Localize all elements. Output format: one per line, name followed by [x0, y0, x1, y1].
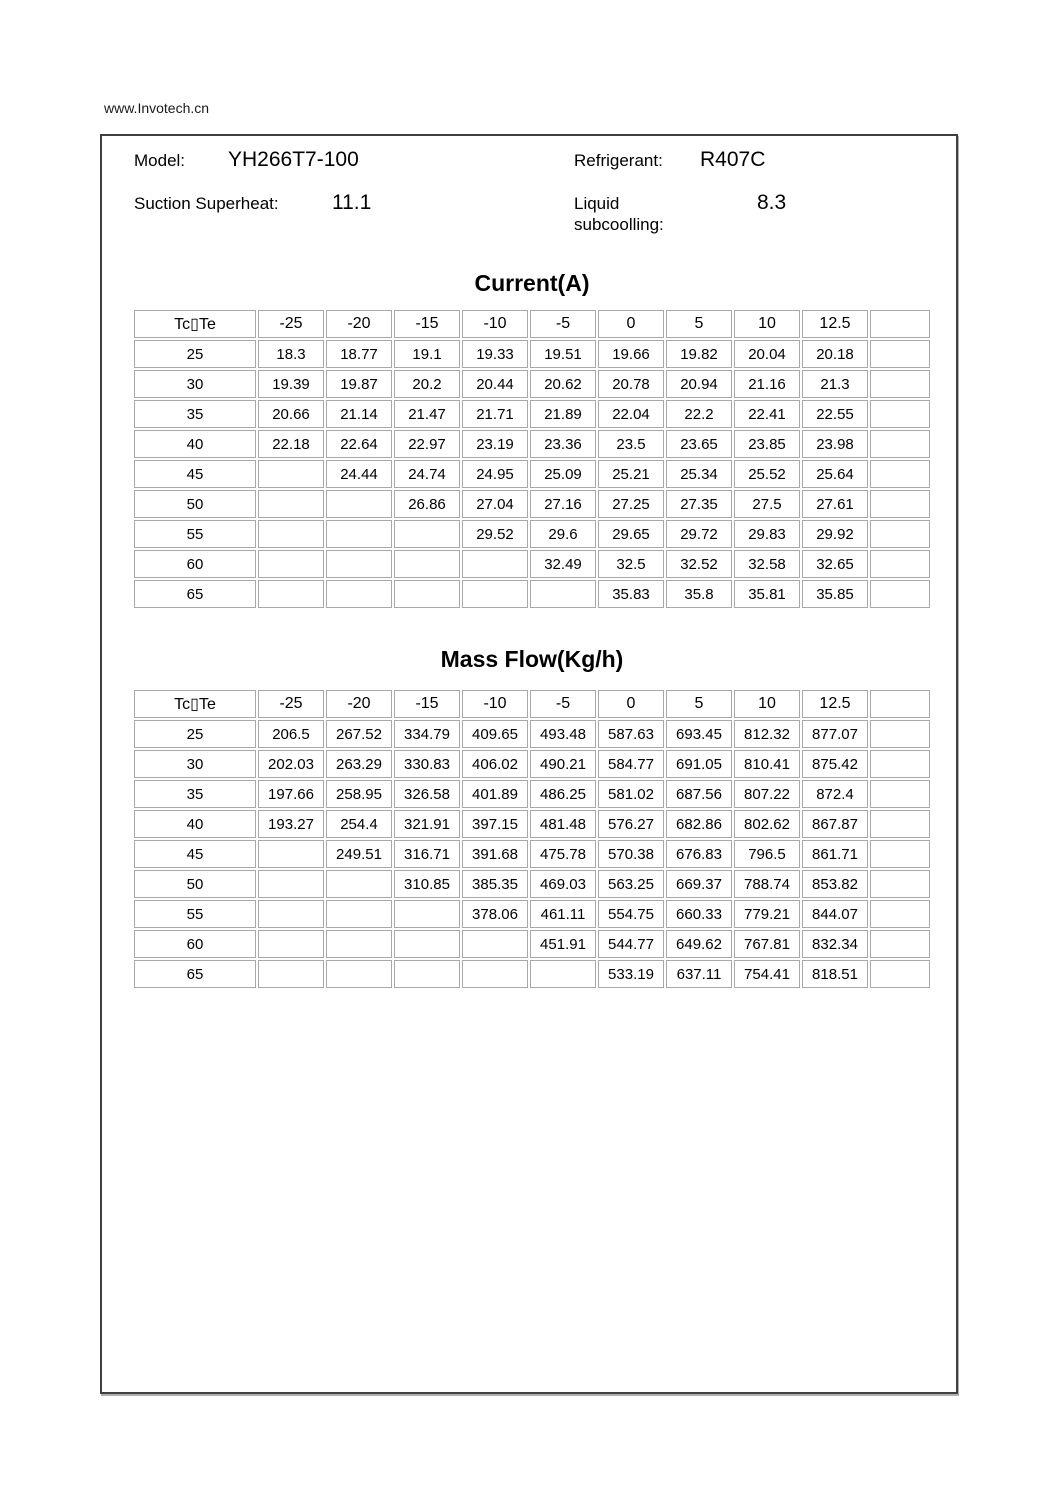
data-cell — [394, 960, 460, 988]
table-row — [134, 400, 930, 428]
empty-cell — [870, 490, 930, 518]
data-cell: 24.74 — [394, 460, 460, 488]
data-cell — [326, 490, 392, 518]
data-cell: 27.16 — [530, 490, 596, 518]
data-cell: 20.62 — [530, 370, 596, 398]
data-cell: 21.47 — [394, 400, 460, 428]
corner-header: Tc▯Te — [134, 310, 256, 338]
empty-cell — [870, 520, 930, 548]
data-cell — [394, 550, 460, 578]
data-cell — [258, 520, 324, 548]
data-cell: 587.63 — [598, 720, 664, 748]
data-cell — [394, 900, 460, 928]
row-header: 30 — [134, 370, 256, 398]
empty-header — [870, 690, 930, 718]
current-table-title: Current(A) — [474, 270, 590, 296]
data-cell: 19.87 — [326, 370, 392, 398]
row-header: 65 — [134, 580, 256, 608]
data-cell: 391.68 — [462, 840, 528, 868]
data-cell — [258, 490, 324, 518]
liquid-subcooling-value: 8.3 — [757, 191, 787, 214]
column-header: -5 — [530, 310, 596, 338]
row-header: 35 — [134, 780, 256, 808]
data-cell: 197.66 — [258, 780, 324, 808]
data-cell: 21.71 — [462, 400, 528, 428]
table-row — [134, 720, 930, 748]
data-cell: 18.3 — [258, 340, 324, 368]
data-cell: 25.09 — [530, 460, 596, 488]
model-label: Model: — [134, 151, 186, 170]
data-cell: 767.81 — [734, 930, 800, 958]
data-cell: 493.48 — [530, 720, 596, 748]
data-cell: 24.95 — [462, 460, 528, 488]
data-cell: 796.5 — [734, 840, 800, 868]
model-value: YH266T7-100 — [228, 148, 359, 171]
data-cell: 22.2 — [666, 400, 732, 428]
data-cell — [258, 870, 324, 898]
column-header: -15 — [394, 310, 460, 338]
column-header: -10 — [462, 690, 528, 718]
empty-cell — [870, 720, 930, 748]
table-row — [134, 900, 930, 928]
data-cell: 23.19 — [462, 430, 528, 458]
data-cell: 22.55 — [802, 400, 868, 428]
row-header: 30 — [134, 750, 256, 778]
data-cell — [462, 930, 528, 958]
data-cell: 385.35 — [462, 870, 528, 898]
empty-cell — [870, 430, 930, 458]
table-row — [134, 520, 930, 548]
data-cell: 23.5 — [598, 430, 664, 458]
table-row — [134, 370, 930, 398]
data-cell: 378.06 — [462, 900, 528, 928]
data-cell: 19.39 — [258, 370, 324, 398]
data-cell: 554.75 — [598, 900, 664, 928]
data-cell: 676.83 — [666, 840, 732, 868]
website-url: www.Invotech.cn — [104, 100, 210, 116]
page-frame — [100, 134, 958, 1394]
data-cell: 481.48 — [530, 810, 596, 838]
table-row — [134, 840, 930, 868]
data-cell: 27.04 — [462, 490, 528, 518]
data-cell — [326, 520, 392, 548]
corner-header: Tc▯Te — [134, 690, 256, 718]
column-header: 5 — [666, 310, 732, 338]
data-cell: 22.64 — [326, 430, 392, 458]
data-cell: 19.33 — [462, 340, 528, 368]
data-cell: 20.2 — [394, 370, 460, 398]
data-cell: 32.5 — [598, 550, 664, 578]
data-cell: 807.22 — [734, 780, 800, 808]
empty-cell — [870, 810, 930, 838]
data-cell: 19.82 — [666, 340, 732, 368]
empty-cell — [870, 340, 930, 368]
data-cell: 872.4 — [802, 780, 868, 808]
row-header: 25 — [134, 340, 256, 368]
row-header: 40 — [134, 430, 256, 458]
data-cell: 20.66 — [258, 400, 324, 428]
refrigerant-value: R407C — [700, 148, 766, 171]
data-cell: 576.27 — [598, 810, 664, 838]
data-cell: 20.18 — [802, 340, 868, 368]
row-header: 65 — [134, 960, 256, 988]
row-header: 45 — [134, 460, 256, 488]
row-header: 60 — [134, 930, 256, 958]
column-header: -20 — [326, 310, 392, 338]
data-cell — [258, 900, 324, 928]
data-cell: 310.85 — [394, 870, 460, 898]
data-cell: 461.11 — [530, 900, 596, 928]
data-cell: 877.07 — [802, 720, 868, 748]
column-header: -25 — [258, 310, 324, 338]
data-cell — [258, 550, 324, 578]
data-cell: 258.95 — [326, 780, 392, 808]
data-cell — [394, 520, 460, 548]
data-cell: 20.04 — [734, 340, 800, 368]
row-header: 55 — [134, 520, 256, 548]
data-cell: 23.65 — [666, 430, 732, 458]
data-cell: 754.41 — [734, 960, 800, 988]
data-cell: 584.77 — [598, 750, 664, 778]
data-cell: 20.44 — [462, 370, 528, 398]
data-cell: 27.5 — [734, 490, 800, 518]
data-cell: 397.15 — [462, 810, 528, 838]
data-cell: 21.89 — [530, 400, 596, 428]
table-row — [134, 870, 930, 898]
data-cell — [394, 580, 460, 608]
data-cell — [326, 960, 392, 988]
data-cell: 649.62 — [666, 930, 732, 958]
data-cell — [326, 930, 392, 958]
data-cell: 563.25 — [598, 870, 664, 898]
data-cell: 25.34 — [666, 460, 732, 488]
massflow-table — [132, 688, 932, 990]
column-header: -25 — [258, 690, 324, 718]
data-cell: 19.1 — [394, 340, 460, 368]
data-cell: 32.65 — [802, 550, 868, 578]
empty-cell — [870, 580, 930, 608]
data-cell: 669.37 — [666, 870, 732, 898]
data-cell — [326, 900, 392, 928]
data-cell: 581.02 — [598, 780, 664, 808]
data-cell: 35.83 — [598, 580, 664, 608]
header-row — [134, 310, 930, 338]
data-cell: 832.34 — [802, 930, 868, 958]
column-header: 10 — [734, 690, 800, 718]
data-cell — [462, 550, 528, 578]
empty-cell — [870, 400, 930, 428]
data-cell: 23.36 — [530, 430, 596, 458]
column-header: 10 — [734, 310, 800, 338]
data-cell: 660.33 — [666, 900, 732, 928]
row-header: 45 — [134, 840, 256, 868]
empty-cell — [870, 550, 930, 578]
data-cell — [326, 580, 392, 608]
table-row — [134, 340, 930, 368]
data-cell: 26.86 — [394, 490, 460, 518]
row-header: 25 — [134, 720, 256, 748]
data-cell: 326.58 — [394, 780, 460, 808]
data-cell — [258, 460, 324, 488]
data-cell: 570.38 — [598, 840, 664, 868]
data-cell: 469.03 — [530, 870, 596, 898]
data-cell: 22.18 — [258, 430, 324, 458]
data-cell: 22.04 — [598, 400, 664, 428]
empty-header — [870, 310, 930, 338]
data-cell: 788.74 — [734, 870, 800, 898]
data-cell: 32.52 — [666, 550, 732, 578]
data-cell: 687.56 — [666, 780, 732, 808]
data-cell: 802.62 — [734, 810, 800, 838]
data-cell — [258, 930, 324, 958]
data-cell: 263.29 — [326, 750, 392, 778]
data-cell: 779.21 — [734, 900, 800, 928]
table-row — [134, 430, 930, 458]
column-header: -20 — [326, 690, 392, 718]
empty-cell — [870, 870, 930, 898]
row-header: 55 — [134, 900, 256, 928]
table-row — [134, 550, 930, 578]
column-header: 0 — [598, 690, 664, 718]
column-header: -10 — [462, 310, 528, 338]
data-cell: 206.5 — [258, 720, 324, 748]
data-cell: 27.25 — [598, 490, 664, 518]
data-cell: 23.98 — [802, 430, 868, 458]
table-row — [134, 960, 930, 988]
data-cell: 691.05 — [666, 750, 732, 778]
table-row — [134, 750, 930, 778]
data-cell: 29.83 — [734, 520, 800, 548]
data-cell: 32.49 — [530, 550, 596, 578]
data-cell — [462, 960, 528, 988]
data-cell: 451.91 — [530, 930, 596, 958]
empty-cell — [870, 930, 930, 958]
data-cell — [326, 550, 392, 578]
data-cell — [258, 960, 324, 988]
empty-cell — [870, 960, 930, 988]
data-cell: 812.32 — [734, 720, 800, 748]
data-cell: 330.83 — [394, 750, 460, 778]
header-row — [134, 690, 930, 718]
suction-superheat-label: Suction Superheat: — [134, 194, 279, 213]
column-header: 5 — [666, 690, 732, 718]
data-cell: 533.19 — [598, 960, 664, 988]
data-cell: 25.21 — [598, 460, 664, 488]
data-cell: 409.65 — [462, 720, 528, 748]
data-cell: 475.78 — [530, 840, 596, 868]
data-cell: 25.64 — [802, 460, 868, 488]
current-table — [132, 308, 932, 610]
column-header: -15 — [394, 690, 460, 718]
data-cell: 267.52 — [326, 720, 392, 748]
row-header: 60 — [134, 550, 256, 578]
data-cell: 29.6 — [530, 520, 596, 548]
column-header: 12.5 — [802, 310, 868, 338]
data-cell: 334.79 — [394, 720, 460, 748]
data-cell: 844.07 — [802, 900, 868, 928]
empty-cell — [870, 780, 930, 808]
data-cell: 861.71 — [802, 840, 868, 868]
data-cell: 486.25 — [530, 780, 596, 808]
data-cell: 321.91 — [394, 810, 460, 838]
data-cell: 21.16 — [734, 370, 800, 398]
table-row — [134, 930, 930, 958]
data-cell: 20.78 — [598, 370, 664, 398]
data-cell: 202.03 — [258, 750, 324, 778]
row-header: 50 — [134, 490, 256, 518]
data-cell — [530, 580, 596, 608]
data-cell: 254.4 — [326, 810, 392, 838]
data-cell: 27.61 — [802, 490, 868, 518]
data-cell: 316.71 — [394, 840, 460, 868]
data-cell: 490.21 — [530, 750, 596, 778]
data-cell: 875.42 — [802, 750, 868, 778]
row-header: 40 — [134, 810, 256, 838]
data-cell: 818.51 — [802, 960, 868, 988]
data-cell: 853.82 — [802, 870, 868, 898]
data-cell: 24.44 — [326, 460, 392, 488]
data-cell: 637.11 — [666, 960, 732, 988]
table-row — [134, 810, 930, 838]
suction-superheat-value: 11.1 — [332, 191, 372, 214]
table-row — [134, 580, 930, 608]
data-cell — [258, 840, 324, 868]
data-cell: 32.58 — [734, 550, 800, 578]
data-cell: 29.52 — [462, 520, 528, 548]
table-row — [134, 460, 930, 488]
data-cell: 810.41 — [734, 750, 800, 778]
empty-cell — [870, 840, 930, 868]
liquid-subcooling-label: Liquid subcoolling: — [574, 194, 664, 235]
data-cell — [462, 580, 528, 608]
empty-cell — [870, 460, 930, 488]
data-cell: 693.45 — [666, 720, 732, 748]
data-cell: 19.51 — [530, 340, 596, 368]
column-header: -5 — [530, 690, 596, 718]
data-cell — [326, 870, 392, 898]
data-cell: 867.87 — [802, 810, 868, 838]
data-cell — [530, 960, 596, 988]
column-header: 12.5 — [802, 690, 868, 718]
data-cell: 18.77 — [326, 340, 392, 368]
data-cell: 682.86 — [666, 810, 732, 838]
data-cell: 22.97 — [394, 430, 460, 458]
data-cell: 29.92 — [802, 520, 868, 548]
data-cell: 544.77 — [598, 930, 664, 958]
data-cell: 401.89 — [462, 780, 528, 808]
data-cell: 29.65 — [598, 520, 664, 548]
table-row — [134, 780, 930, 808]
data-cell: 29.72 — [666, 520, 732, 548]
data-cell: 23.85 — [734, 430, 800, 458]
data-cell: 22.41 — [734, 400, 800, 428]
data-cell: 27.35 — [666, 490, 732, 518]
data-cell: 25.52 — [734, 460, 800, 488]
data-cell — [394, 930, 460, 958]
column-header: 0 — [598, 310, 664, 338]
data-cell: 35.81 — [734, 580, 800, 608]
data-cell: 249.51 — [326, 840, 392, 868]
data-cell: 21.14 — [326, 400, 392, 428]
data-cell: 21.3 — [802, 370, 868, 398]
empty-cell — [870, 900, 930, 928]
table-row — [134, 490, 930, 518]
empty-cell — [870, 370, 930, 398]
data-cell: 193.27 — [258, 810, 324, 838]
empty-cell — [870, 750, 930, 778]
data-cell: 35.85 — [802, 580, 868, 608]
data-cell: 19.66 — [598, 340, 664, 368]
row-header: 35 — [134, 400, 256, 428]
row-header: 50 — [134, 870, 256, 898]
data-cell: 20.94 — [666, 370, 732, 398]
refrigerant-label: Refrigerant: — [574, 151, 663, 170]
data-cell: 35.8 — [666, 580, 732, 608]
data-cell — [258, 580, 324, 608]
massflow-table-title: Mass Flow(Kg/h) — [440, 646, 624, 672]
data-cell: 406.02 — [462, 750, 528, 778]
